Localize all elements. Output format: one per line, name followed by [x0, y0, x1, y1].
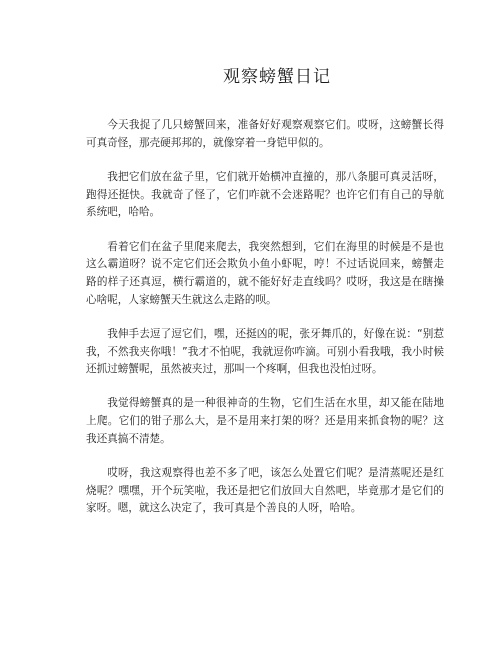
- document-title: 观察螃蟹日记: [223, 67, 331, 87]
- paragraph-6: 哎呀，我这观察得也差不多了吧，该怎么处置它们呢？是清蒸呢还是红烧呢？嘿嘿，开个玩笑啦，我还是把它们放回大自然吧，毕竟那才是它们的家呀。嗯，就这么决定了，我可真是个善良的人呀，哈哈。: [86, 467, 444, 515]
- paragraph-3: 看着它们在盆子里爬来爬去，我突然想到，它们在海里的时候是不是也这么霸道呀？说不定它们还会欺负小鱼小虾呢，哼！不过话说回来，螃蟹走路的样子还真逗，横行霸道的，就不能好好走直线吗？哎呀，我这是在瞎操心啥呢，人家螃蟹天生就这么走路的呗。: [86, 240, 444, 306]
- paragraph-4: 我伸手去逗了逗它们，嘿，还挺凶的呢，张牙舞爪的，好像在说：“别惹我，不然我夹你哦！”我才不怕呢，我就逗你咋滴。可别小看我哦，我小时候还抓过螃蟹呢，虽然被夹过，那叫一个疼啊，但我也没怕过呀。: [86, 327, 444, 376]
- paragraph-5: 我觉得螃蟹真的是一种很神奇的生物，它们生活在水里，却又能在陆地上爬。它们的钳子那么大，是不是用来打架的呀？还是用来抓食物的呢？这我还真搞不清楚。: [86, 397, 444, 445]
- paragraph-1: 今天我捉了几只螃蟹回来，准备好好观察观察它们。哎呀，这螃蟹长得可真奇怪，那壳硬邦邦的，就像穿着一身铠甲似的。: [86, 119, 444, 149]
- paragraph-2: 我把它们放在盆子里，它们就开始横冲直撞的，那八条腿可真灵活呀，跑得还挺快。我就奇了怪了，它们咋就不会迷路呢？也许它们有自己的导航系统吧，哈哈。: [86, 170, 444, 219]
